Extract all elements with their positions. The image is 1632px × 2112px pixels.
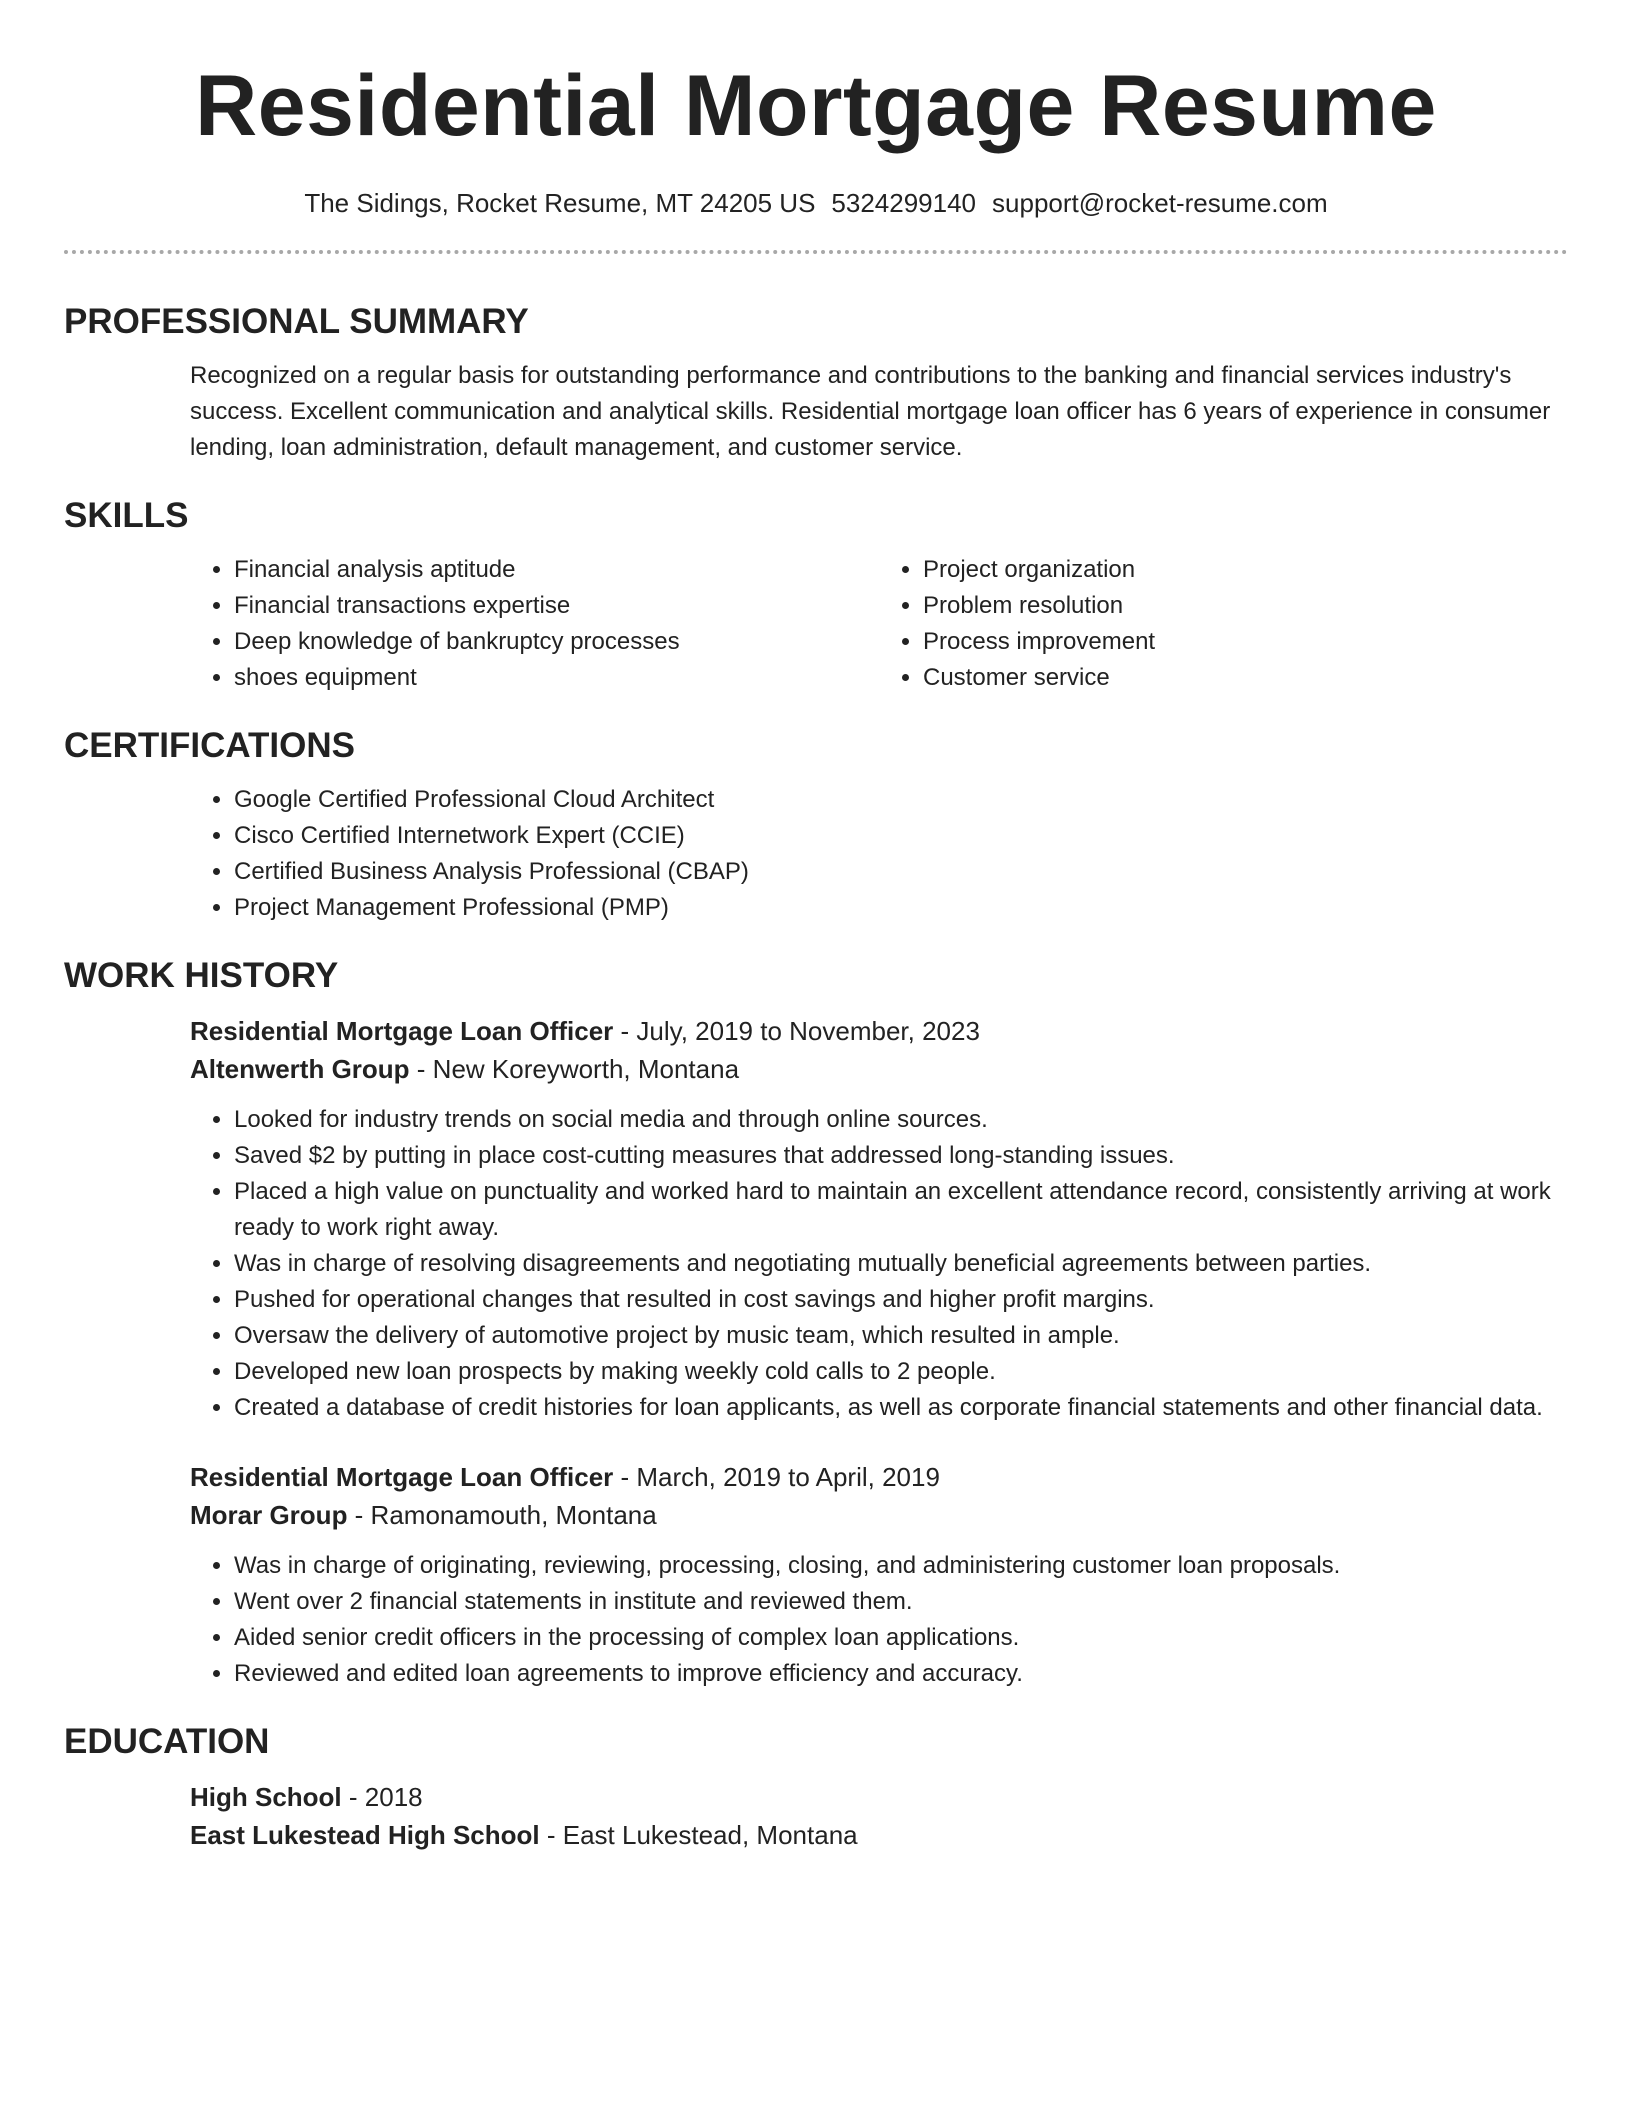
- certifications-list: [190, 782, 1568, 926]
- skill-item: • shoes equipment: [234, 660, 879, 696]
- job-dates: - March, 2019 to April, 2019: [613, 1462, 940, 1492]
- skill-item: • Project organization: [923, 552, 1568, 588]
- job-title-line: [190, 1458, 1568, 1496]
- education-degree-line: [190, 1778, 1568, 1816]
- job-entry: [190, 1012, 1568, 1426]
- job-bullet: • Oversaw the delivery of automotive project by music team, which resulted in ample.: [234, 1318, 1568, 1354]
- skills-heading: SKILLS: [64, 496, 189, 535]
- job-location: - Ramonamouth, Montana: [347, 1500, 657, 1530]
- job-bullet: • Developed new loan prospects by making weekly cold calls to 2 people.: [234, 1354, 1568, 1390]
- skills-section: [64, 552, 1568, 696]
- contact-line: [64, 186, 1568, 220]
- job-bullets: [190, 1548, 1568, 1692]
- skills-list-left: [190, 552, 879, 696]
- job-bullet: • Aided senior credit officers in the processing of complex loan applications.: [234, 1620, 1568, 1656]
- job-company: Altenwerth Group: [190, 1054, 410, 1084]
- summary-text: Recognized on a regular basis for outstanding performance and contributions to the banking and financial services industry's success. Excellent communication and analytical skills. Residential mortgage loan officer has 6 years of experience in consumer lending, loan administration, default management, and customer service.: [190, 362, 1551, 461]
- summary-heading: PROFESSIONAL SUMMARY: [64, 302, 529, 341]
- job-location: - New Koreyworth, Montana: [409, 1054, 740, 1084]
- job-bullet: • Pushed for operational changes that resulted in cost savings and higher profit margins.: [234, 1282, 1568, 1318]
- job-company: Morar Group: [190, 1500, 348, 1530]
- job-bullet: • Was in charge of originating, reviewing, processing, closing, and administering customer loan proposals.: [234, 1548, 1568, 1584]
- job-entry: [190, 1458, 1568, 1692]
- skill-item: • Financial transactions expertise: [234, 588, 879, 624]
- education-section: [64, 1778, 1568, 1854]
- work-history-heading: WORK HISTORY: [64, 956, 339, 995]
- education-year: - 2018: [341, 1782, 423, 1812]
- job-bullet: • Saved $2 by putting in place cost-cutting measures that addressed long-standing issues.: [234, 1138, 1568, 1174]
- job-bullets: [190, 1102, 1568, 1426]
- job-bullet: • Went over 2 financial statements in institute and reviewed them.: [234, 1584, 1568, 1620]
- certifications-section: [64, 782, 1568, 926]
- contact-email: support@rocket-resume.com: [992, 188, 1328, 218]
- contact-address: The Sidings, Rocket Resume, MT 24205 US: [304, 188, 816, 218]
- job-title: Residential Mortgage Loan Officer: [190, 1462, 614, 1492]
- resume-title: Residential Mortgage Resume: [195, 58, 1437, 154]
- work-history-section: [64, 1012, 1568, 1692]
- skill-item: • Problem resolution: [923, 588, 1568, 624]
- job-title: Residential Mortgage Loan Officer: [190, 1016, 614, 1046]
- certification-item: • Google Certified Professional Cloud Architect: [234, 782, 1568, 818]
- skills-grid: [190, 552, 1568, 696]
- skill-item: • Financial analysis aptitude: [234, 552, 879, 588]
- education-heading: EDUCATION: [64, 1722, 270, 1761]
- job-bullet: • Was in charge of resolving disagreements and negotiating mutually beneficial agreements between parties.: [234, 1246, 1568, 1282]
- certification-item: • Project Management Professional (PMP): [234, 890, 1568, 926]
- education-school: East Lukestead High School: [190, 1820, 540, 1850]
- skill-item: • Customer service: [923, 660, 1568, 696]
- job-bullet: • Created a database of credit histories for loan applicants, as well as corporate financial statements and other financial data.: [234, 1390, 1568, 1426]
- education-school-line: [190, 1816, 1568, 1854]
- skill-item: • Process improvement: [923, 624, 1568, 660]
- job-bullet: • Looked for industry trends on social media and through online sources.: [234, 1102, 1568, 1138]
- job-title-line: [190, 1012, 1568, 1050]
- certifications-heading: CERTIFICATIONS: [64, 726, 356, 765]
- skills-list-right: [879, 552, 1568, 696]
- education-location: - East Lukestead, Montana: [539, 1820, 858, 1850]
- job-company-line: [190, 1050, 1568, 1088]
- certification-item: • Certified Business Analysis Professional (CBAP): [234, 854, 1568, 890]
- job-bullet: • Reviewed and edited loan agreements to improve efficiency and accuracy.: [234, 1656, 1568, 1692]
- education-degree: High School: [190, 1782, 342, 1812]
- job-bullet: • Placed a high value on punctuality and worked hard to maintain an excellent attendance record, consistently arriving at work ready to work right away.: [234, 1174, 1568, 1246]
- skill-item: • Deep knowledge of bankruptcy processes: [234, 624, 879, 660]
- summary-section: [64, 358, 1568, 466]
- job-dates: - July, 2019 to November, 2023: [613, 1016, 980, 1046]
- job-company-line: [190, 1496, 1568, 1534]
- certification-item: • Cisco Certified Internetwork Expert (CCIE): [234, 818, 1568, 854]
- header-divider: [64, 250, 1568, 254]
- contact-phone: 5324299140: [831, 188, 977, 218]
